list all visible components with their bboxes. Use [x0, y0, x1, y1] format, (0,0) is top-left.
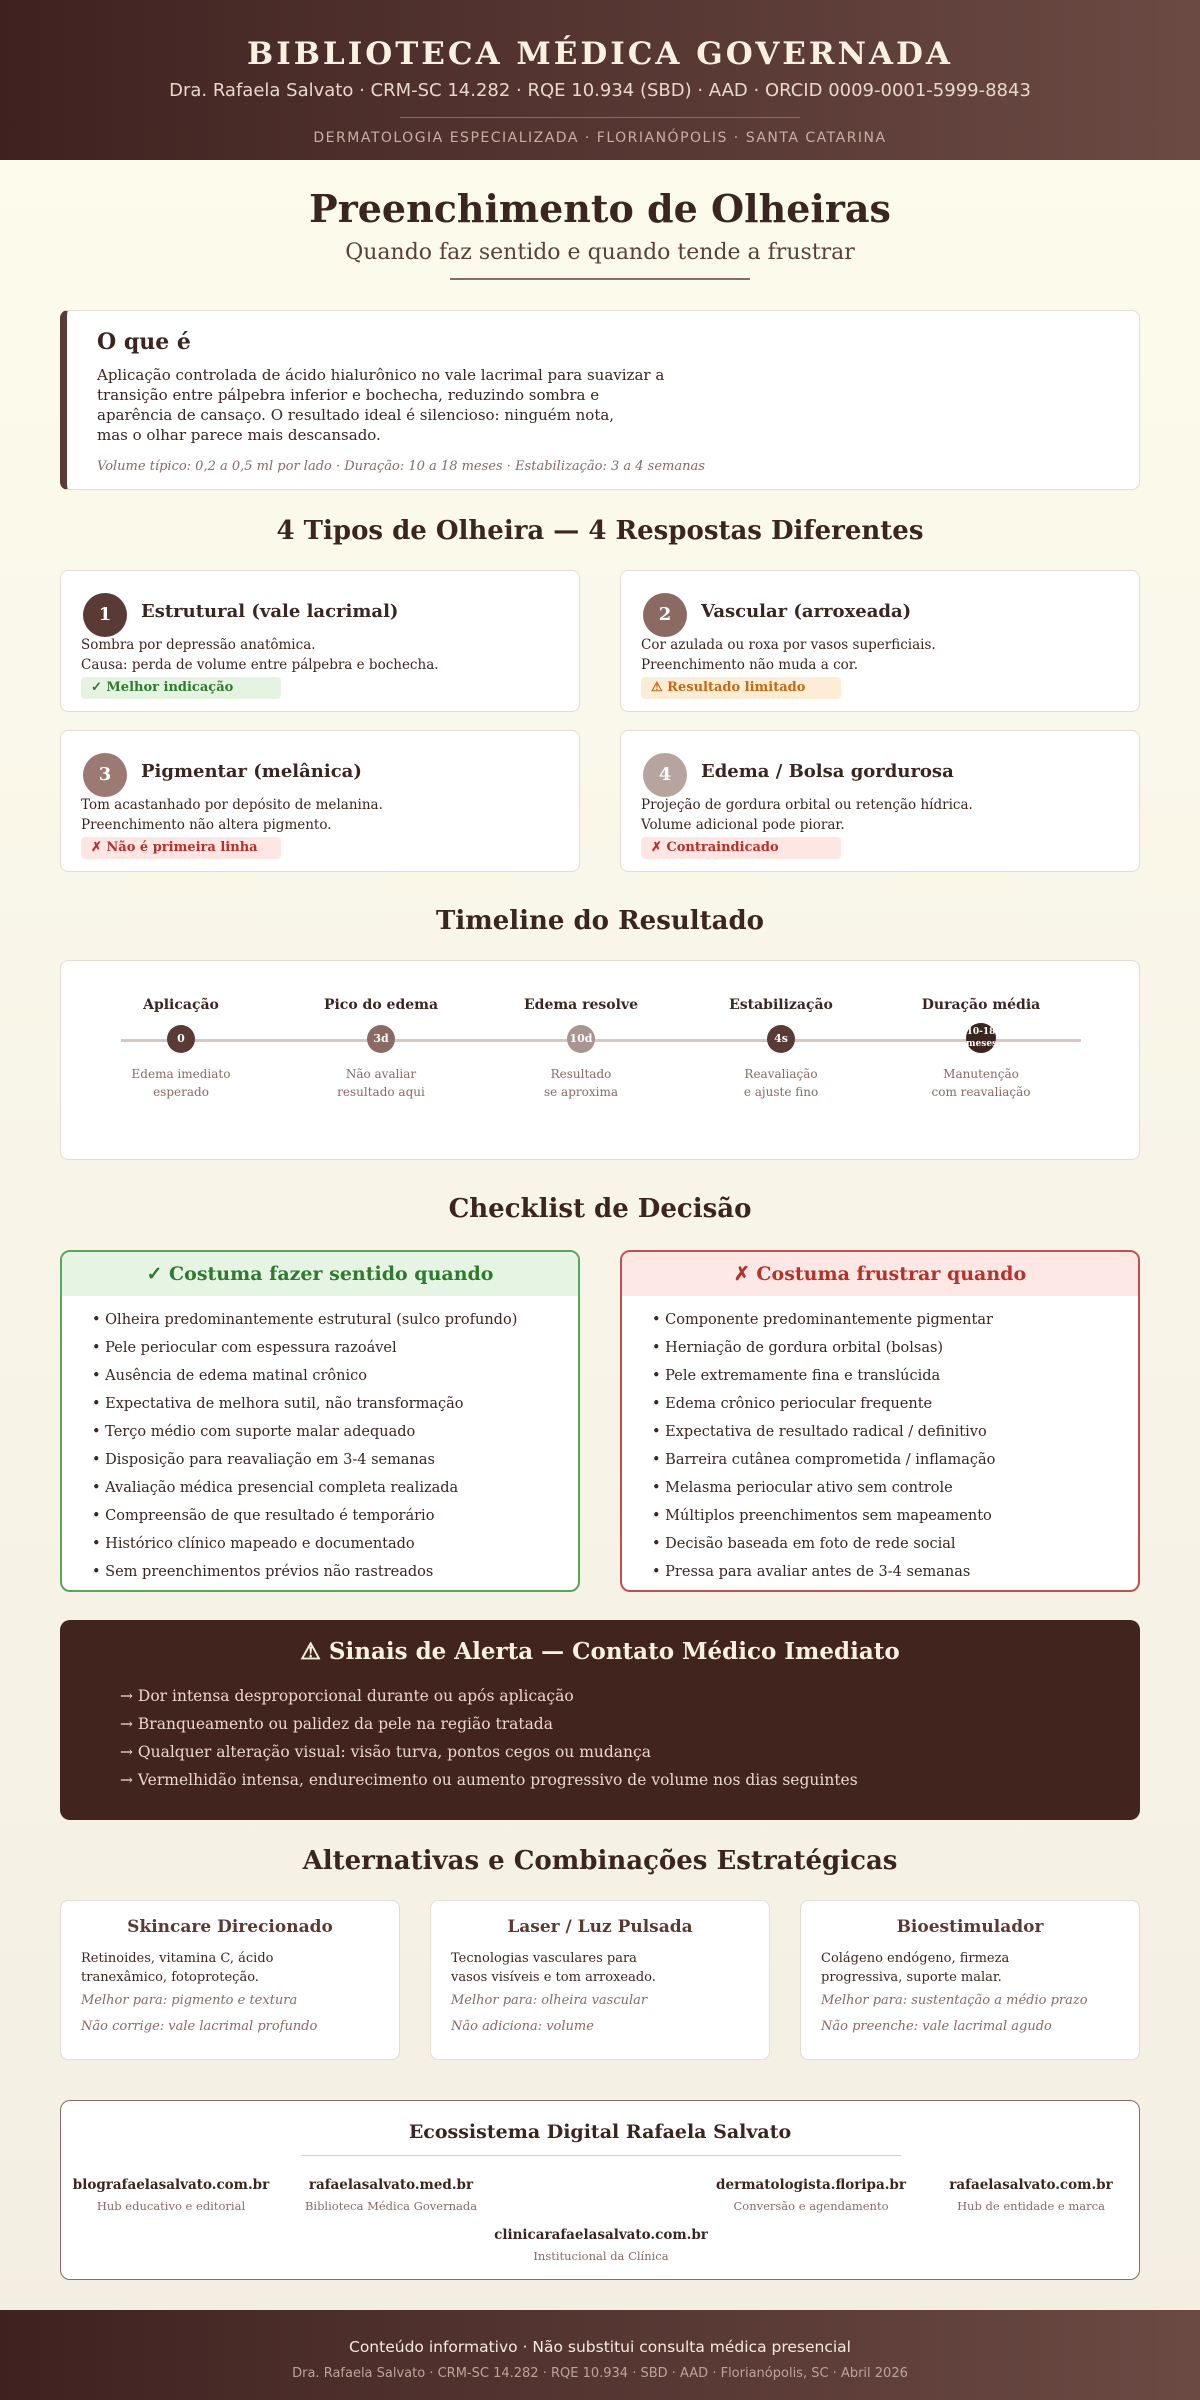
- list-item-text: Pele periocular com espessura razoável: [105, 1340, 397, 1356]
- timeline-step-label: Duração média: [921, 997, 1041, 1013]
- page-header: [0, 0, 1200, 160]
- timeline-note-line: Manutenção: [943, 1067, 1019, 1081]
- site-role: Hub de entidade e marca: [957, 2199, 1105, 2213]
- page-title: Preenchimento de Olheiras: [309, 186, 891, 231]
- timeline-note-line: Reavaliação: [744, 1067, 818, 1081]
- list-item: • Ausência de edema matinal crônico: [92, 1368, 367, 1384]
- what-is-line: aparência de cansaço. O resultado ideal é silencioso: ninguém nota,: [97, 406, 615, 424]
- timeline-note-line: esperado: [153, 1085, 209, 1099]
- type-desc-line: Preenchimento não muda a cor.: [641, 657, 859, 673]
- type-title: Vascular (arroxeada): [701, 601, 912, 622]
- list-item-text: Barreira cutânea comprometida / inflamação: [665, 1452, 996, 1468]
- alternative-desc-line: Colágeno endógeno, firmeza: [821, 1951, 1010, 1966]
- type-desc-line: Sombra por depressão anatômica.: [81, 637, 316, 653]
- alternative-title: Laser / Luz Pulsada: [507, 1917, 693, 1937]
- list-item: • Pressa para avaliar antes de 3-4 semanas: [652, 1564, 971, 1580]
- timeline-note-line: e ajuste fino: [743, 1085, 819, 1099]
- site-url-link[interactable]: clinicarafaelasalvato.com.br: [494, 2227, 708, 2243]
- list-item: • Pele periocular com espessura razoável: [92, 1340, 397, 1356]
- indication-badge: ⚠ Resultado limitado: [641, 677, 841, 699]
- timeline-note-line: Edema imediato: [131, 1067, 231, 1081]
- footer-credentials: Dra. Rafaela Salvato · CRM-SC 14.282 · RQE 10.934 · SBD · AAD · Florianópolis, SC · Abril 2026: [292, 2366, 908, 2381]
- page-footer: [0, 2310, 1200, 2400]
- list-item-text: Decisão baseada em foto de rede social: [665, 1536, 956, 1552]
- timeline-track: [121, 1039, 1081, 1042]
- list-item-text: Múltiplos preenchimentos sem mapeamento: [665, 1508, 992, 1524]
- list-item-text: Expectativa de resultado radical / definitivo: [665, 1424, 987, 1440]
- alternative-title: Skincare Direcionado: [127, 1917, 333, 1937]
- list-item-text: Herniação de gordura orbital (bolsas): [665, 1340, 944, 1356]
- type-title: Pigmentar (melânica): [141, 761, 362, 782]
- site-url-link[interactable]: rafaelasalvato.med.br: [308, 2177, 474, 2193]
- list-item: • Avaliação médica presencial completa realizada: [92, 1480, 459, 1496]
- checklist-header: ✓ Costuma fazer sentido quando: [62, 1252, 578, 1296]
- ecosystem-site[interactable]: [701, 2177, 921, 2213]
- list-item: • Decisão baseada em foto de rede social: [652, 1536, 956, 1552]
- type-description: [641, 795, 1121, 835]
- type-description: [81, 795, 561, 835]
- warning-signs-title: ⚠ Sinais de Alerta — Contato Médico Imediato: [300, 1638, 900, 1665]
- timeline-note-line: Resultado: [550, 1067, 612, 1081]
- timeline-note-line: com reavaliação: [931, 1085, 1031, 1099]
- type-desc-line: Volume adicional pode piorar.: [641, 817, 845, 833]
- site-url-link[interactable]: blografaelasalvato.com.br: [72, 2177, 270, 2193]
- checklist-header: ✗ Costuma frustrar quando: [622, 1252, 1138, 1296]
- alternative-description: [821, 1949, 1121, 1987]
- timeline-note-line: Não avaliar: [345, 1067, 417, 1081]
- list-item: • Expectativa de melhora sutil, não transformação: [92, 1396, 464, 1412]
- alternative-best-for: Melhor para: pigmento e textura: [81, 1993, 298, 2008]
- types-section-title: 4 Tipos de Olheira — 4 Respostas Diferentes: [276, 516, 924, 546]
- indication-badge: ✗ Não é primeira linha: [81, 837, 281, 859]
- type-description: [81, 635, 561, 675]
- alternative-description: [81, 1949, 381, 1987]
- what-is-text: [97, 365, 697, 445]
- list-item-text: Pele extremamente fina e translúcida: [665, 1368, 941, 1384]
- type-title: Estrutural (vale lacrimal): [141, 601, 399, 622]
- alternative-description: [451, 1949, 751, 1987]
- list-item: • Barreira cutânea comprometida / inflamação: [652, 1452, 996, 1468]
- list-item: • Sem preenchimentos prévios não rastreados: [92, 1564, 434, 1580]
- timeline-dot: 4s: [767, 1025, 795, 1053]
- type-card-edema: [620, 730, 1140, 872]
- ecosystem-title: Ecossistema Digital Rafaela Salvato: [408, 2121, 792, 2143]
- timeline-note: [881, 1065, 1081, 1101]
- list-item: • Edema crônico periocular frequente: [652, 1396, 933, 1412]
- what-is-line: Aplicação controlada de ácido hialurônico no vale lacrimal para suavizar a: [97, 366, 665, 384]
- indication-badge: ✓ Melhor indicação: [81, 677, 281, 699]
- what-is-line: mas o olhar parece mais descansado.: [97, 426, 381, 444]
- list-item-text: Terço médio com suporte malar adequado: [105, 1424, 416, 1440]
- warning-signs-list: [120, 1682, 858, 1794]
- list-item-text: Ausência de edema matinal crônico: [105, 1368, 367, 1384]
- list-item-text: Olheira predominantemente estrutural (sulco profundo): [105, 1312, 518, 1328]
- list-item: • Pele extremamente fina e translúcida: [652, 1368, 941, 1384]
- timeline-dot: 10-18 meses: [966, 1023, 996, 1053]
- what-is-title: O que é: [97, 329, 191, 355]
- site-role: Institucional da Clínica: [533, 2249, 669, 2263]
- list-item: • Expectativa de resultado radical / definitivo: [652, 1424, 987, 1440]
- site-url-link[interactable]: dermatologista.floripa.br: [716, 2177, 906, 2193]
- checklist-makes-sense: [60, 1250, 580, 1592]
- what-is-card: [60, 310, 1140, 490]
- timeline-section-title: Timeline do Resultado: [435, 906, 765, 936]
- timeline-step-label: Edema resolve: [524, 997, 638, 1013]
- alternatives-section-title: Alternativas e Combinações Estratégicas: [302, 1846, 898, 1876]
- timeline-step-label: Estabilização: [729, 997, 833, 1013]
- timeline-step-label: Pico do edema: [323, 997, 439, 1013]
- header-subtitle: Dra. Rafaela Salvato · CRM-SC 14.282 · RQE 10.934 (SBD) · AAD · ORCID 0009-0001-5999-8843: [169, 80, 1031, 101]
- type-desc-line: Causa: perda de volume entre pálpebra e bochecha.: [81, 657, 439, 673]
- alternative-best-for: Melhor para: olheira vascular: [451, 1993, 648, 2008]
- alternative-desc-line: Retinoides, vitamina C, ácido: [81, 1951, 274, 1966]
- checklist-frustrates: [620, 1250, 1140, 1592]
- header-title: BIBLIOTECA MÉDICA GOVERNADA: [247, 36, 953, 72]
- site-role: Hub educativo e editorial: [96, 2199, 246, 2213]
- site-role: Conversão e agendamento: [733, 2199, 889, 2213]
- timeline-note: [681, 1065, 881, 1101]
- list-item: • Histórico clínico mapeado e documentado: [92, 1536, 415, 1552]
- type-title: Edema / Bolsa gordurosa: [701, 761, 954, 782]
- timeline-note-line: se aproxima: [543, 1085, 618, 1099]
- ecosystem-site[interactable]: [921, 2177, 1141, 2213]
- list-item-text: Expectativa de melhora sutil, não transformação: [105, 1396, 464, 1412]
- digital-ecosystem-card: [60, 2100, 1140, 2280]
- list-item-text: Compreensão de que resultado é temporário: [105, 1508, 435, 1524]
- checklist-list: [92, 1306, 517, 1586]
- list-item: • Melasma periocular ativo sem controle: [652, 1480, 953, 1496]
- alternative-limit: Não adiciona: volume: [451, 2019, 594, 2034]
- warning-signs-panel: [60, 1620, 1140, 1820]
- list-item: → Vermelhidão intensa, endurecimento ou aumento progressivo de volume nos dias seguintes: [120, 1771, 858, 1789]
- list-item: • Componente predominantemente pigmentar: [652, 1312, 993, 1328]
- checklist-section-title: Checklist de Decisão: [448, 1194, 752, 1224]
- list-item-text: Melasma periocular ativo sem controle: [665, 1480, 953, 1496]
- list-item: → Qualquer alteração visual: visão turva, pontos cegos ou mudança: [120, 1743, 651, 1761]
- list-item-text: Componente predominantemente pigmentar: [665, 1312, 993, 1328]
- ecosystem-site[interactable]: [61, 2177, 281, 2213]
- list-item-text: Edema crônico periocular frequente: [665, 1396, 933, 1412]
- list-item: • Herniação de gordura orbital (bolsas): [652, 1340, 944, 1356]
- alternative-best-for: Melhor para: sustentação a médio prazo: [821, 1993, 1088, 2008]
- alternative-desc-line: progressiva, suporte malar.: [821, 1970, 1002, 1985]
- timeline-note: [281, 1065, 481, 1101]
- timeline-step-label: Aplicação: [143, 997, 219, 1013]
- type-number: 1: [83, 593, 127, 637]
- list-item: • Olheira predominantemente estrutural (sulco profundo): [92, 1312, 518, 1328]
- type-number: 4: [643, 753, 687, 797]
- timeline-dot: 0: [167, 1025, 195, 1053]
- list-item-text: Histórico clínico mapeado e documentado: [105, 1536, 415, 1552]
- type-desc-line: Projeção de gordura orbital ou retenção hídrica.: [641, 797, 973, 813]
- footer-disclaimer: Conteúdo informativo · Não substitui consulta médica presencial: [349, 2338, 851, 2356]
- timeline-card: [60, 960, 1140, 1160]
- type-card-pigmentar: [60, 730, 580, 872]
- list-item: → Dor intensa desproporcional durante ou após aplicação: [120, 1687, 574, 1705]
- timeline-note-line: resultado aqui: [337, 1085, 425, 1099]
- alternative-desc-line: vasos visíveis e tom arroxeado.: [451, 1970, 656, 1985]
- timeline-dot: 3d: [367, 1025, 395, 1053]
- title-divider: [450, 278, 750, 280]
- alternative-limit: Não corrige: vale lacrimal profundo: [81, 2019, 318, 2034]
- ecosystem-divider: [301, 2155, 901, 2156]
- type-card-structural: [60, 570, 580, 712]
- alternative-desc-line: Tecnologias vasculares para: [451, 1951, 637, 1966]
- indication-badge: ✗ Contraindicado: [641, 837, 841, 859]
- checklist-list: [652, 1306, 995, 1586]
- alternative-desc-line: tranexâmico, fotoproteção.: [81, 1970, 259, 1985]
- what-is-meta: Volume típico: 0,2 a 0,5 ml por lado · Duração: 10 a 18 meses · Estabilização: 3 a 4 semanas: [97, 459, 705, 474]
- header-specialty: DERMATOLOGIA ESPECIALIZADA · FLORIANÓPOLIS · SANTA CATARINA: [313, 130, 887, 146]
- alternative-title: Bioestimulador: [896, 1917, 1044, 1937]
- list-item-text: Pressa para avaliar antes de 3-4 semanas: [665, 1564, 971, 1580]
- alternative-card-skincare: [60, 1900, 400, 2060]
- type-desc-line: Tom acastanhado por depósito de melanina.: [81, 797, 383, 813]
- type-description: [641, 635, 1121, 675]
- timeline-dot: 10d: [567, 1025, 595, 1053]
- site-url-link[interactable]: rafaelasalvato.com.br: [949, 2177, 1113, 2193]
- timeline-note: [81, 1065, 281, 1101]
- type-desc-line: Preenchimento não altera pigmento.: [81, 817, 332, 833]
- type-card-vascular: [620, 570, 1140, 712]
- list-item-text: Disposição para reavaliação em 3-4 semanas: [105, 1452, 435, 1468]
- list-item: • Terço médio com suporte malar adequado: [92, 1424, 416, 1440]
- list-item: • Disposição para reavaliação em 3-4 semanas: [92, 1452, 435, 1468]
- list-item: • Compreensão de que resultado é temporário: [92, 1508, 435, 1524]
- list-item: • Múltiplos preenchimentos sem mapeamento: [652, 1508, 992, 1524]
- alternative-limit: Não preenche: vale lacrimal agudo: [821, 2019, 1052, 2034]
- ecosystem-site[interactable]: [451, 2227, 751, 2263]
- type-number: 2: [643, 593, 687, 637]
- page-subtitle: Quando faz sentido e quando tende a frustrar: [345, 240, 855, 265]
- timeline-note: [481, 1065, 681, 1101]
- site-role: Biblioteca Médica Governada: [304, 2199, 478, 2213]
- list-item: → Branqueamento ou palidez da pele na região tratada: [120, 1715, 553, 1733]
- ecosystem-site[interactable]: [281, 2177, 501, 2213]
- list-item-text: Sem preenchimentos prévios não rastreados: [105, 1564, 434, 1580]
- header-divider: [400, 117, 800, 118]
- alternative-card-laser: [430, 1900, 770, 2060]
- type-number: 3: [83, 753, 127, 797]
- what-is-line: transição entre pálpebra inferior e bochecha, reduzindo sombra e: [97, 386, 600, 404]
- alternative-card-biostimulator: [800, 1900, 1140, 2060]
- type-desc-line: Cor azulada ou roxa por vasos superficiais.: [641, 637, 936, 653]
- list-item-text: Avaliação médica presencial completa realizada: [105, 1480, 459, 1496]
